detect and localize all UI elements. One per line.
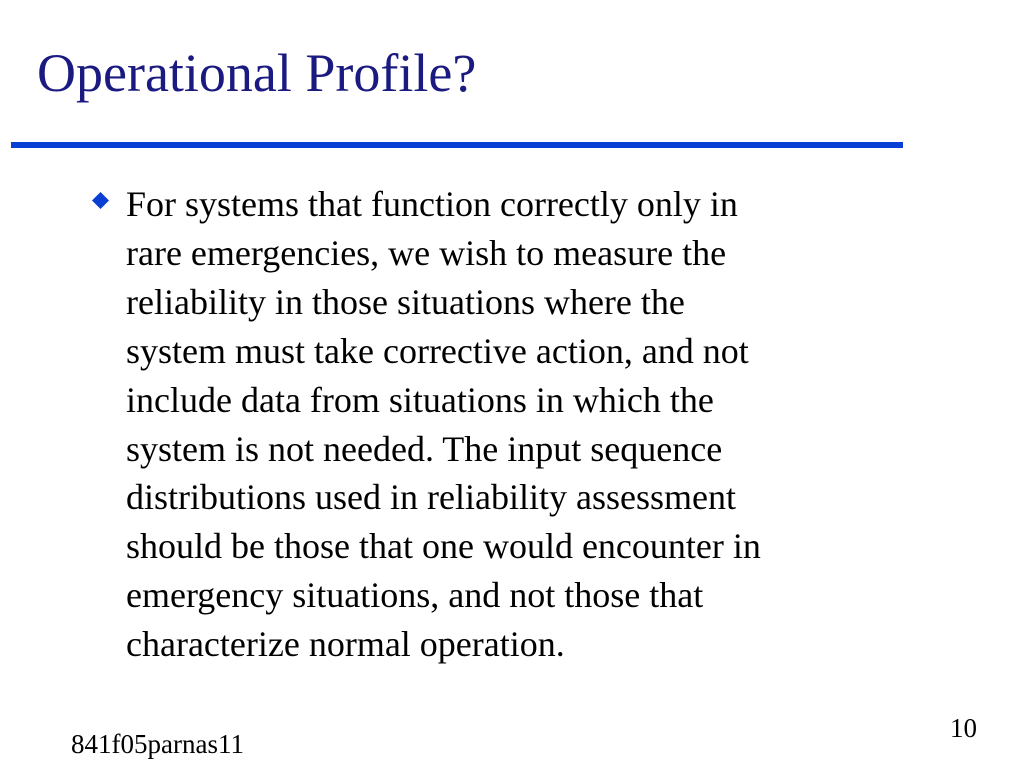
bullet-line: For systems that function correctly only in <box>126 184 738 224</box>
footer-label: 841f05parnas11 <box>71 729 244 759</box>
bullet-line: system must take corrective action, and not <box>126 330 749 371</box>
bullet-text <box>126 180 942 669</box>
bullet-line: emergency situations, and not those that <box>126 575 704 616</box>
slide-title: Operational Profile? <box>37 43 477 103</box>
page-number: 10 <box>950 713 977 743</box>
bullet-line: should be those that one would encounter in <box>126 526 761 567</box>
bullet-line: characterize normal operation. <box>126 624 565 665</box>
bullet-line: rare emergencies, we wish to measure the <box>126 232 727 273</box>
title-divider <box>11 142 903 148</box>
diamond-bullet-icon <box>92 192 109 209</box>
bullet-item <box>92 180 942 669</box>
bullet-line: distributions used in reliability assessment <box>126 477 736 518</box>
bullet-line: system is not needed. The input sequence <box>126 428 723 469</box>
bullet-line: include data from situations in which the <box>126 379 714 420</box>
bullet-line: reliability in those situations where the <box>126 281 685 322</box>
